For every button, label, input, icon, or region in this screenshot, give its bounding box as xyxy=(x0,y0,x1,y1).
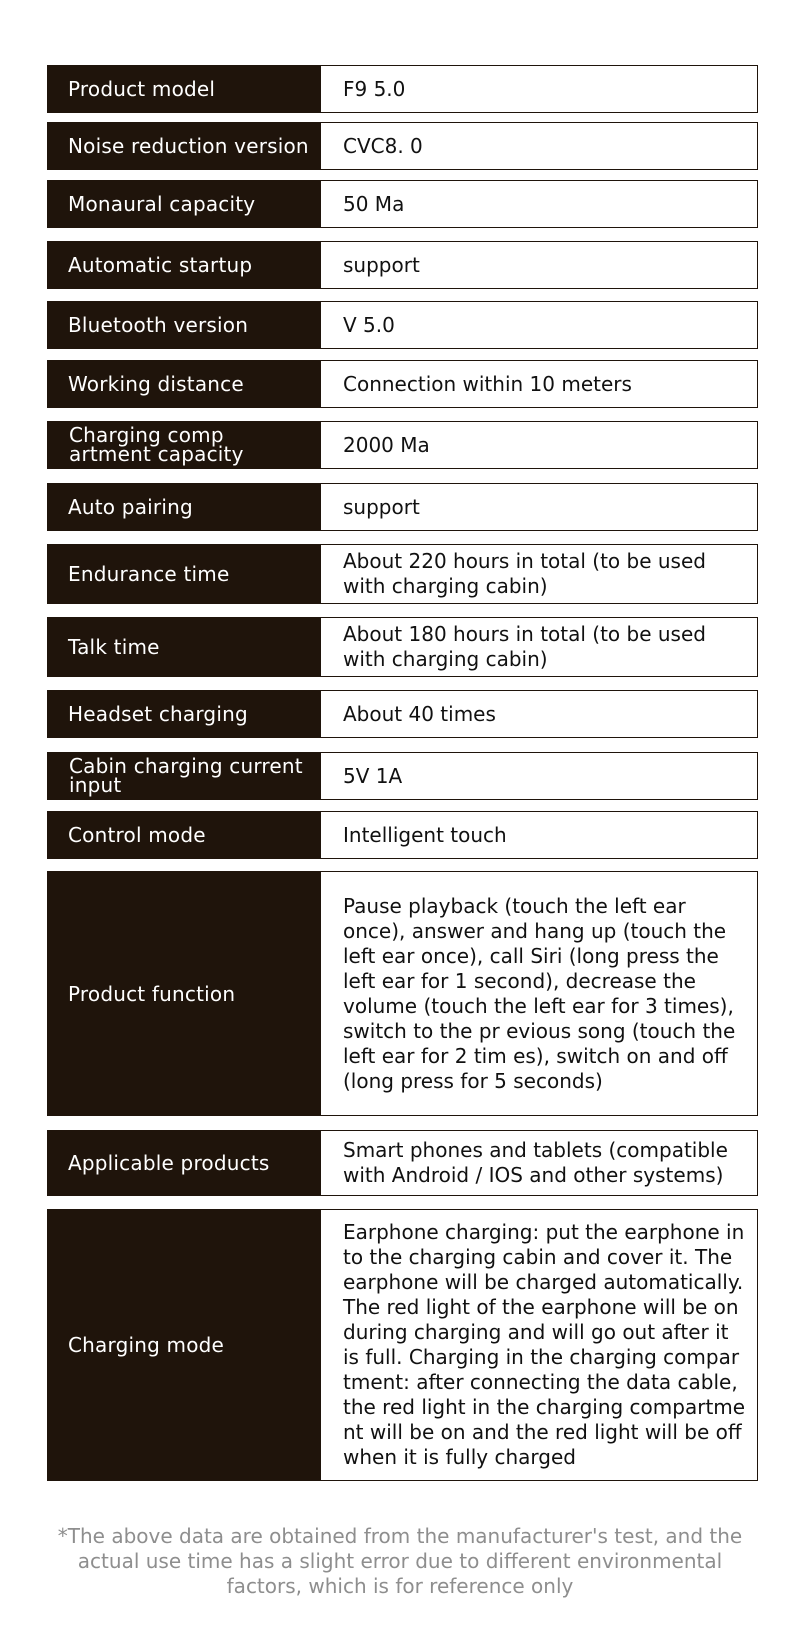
spec-value: About 40 times xyxy=(343,701,496,726)
spec-value: About 180 hours in total (to be used with charging cabin) xyxy=(343,622,706,671)
spec-row-monaural-capacity xyxy=(47,180,758,228)
spec-label: Headset charging xyxy=(48,691,321,737)
spec-row-noise-reduction xyxy=(47,122,758,170)
spec-row-cabin-charging-current xyxy=(47,752,758,800)
spec-value: Intelligent touch xyxy=(343,822,507,847)
spec-label: Endurance time xyxy=(48,545,321,603)
spec-row-control-mode xyxy=(47,811,758,859)
spec-row-talk-time xyxy=(47,617,758,677)
spec-label: Control mode xyxy=(48,812,321,858)
disclaimer-footnote: *The above data are obtained from the manufacturer's test, and the actual use time has a slight error due to different environmental factors, which is for reference only xyxy=(57,1524,743,1598)
spec-row-endurance-time xyxy=(47,544,758,604)
spec-value: Earphone charging: put the earphone in to the charging cabin and cover it. The earphone will be charged automatically. The red light of the earphone will be on during charging and will go out after it is full. Charging in the charging compar tment: after connecting the data cable, the red light in the charging compartme nt will be on and the red light will be off when it is fully charged xyxy=(343,1220,746,1469)
spec-label: Cabin charging current input xyxy=(48,753,321,799)
spec-row-charging-mode xyxy=(47,1209,758,1481)
spec-row-applicable-products xyxy=(47,1130,758,1196)
spec-label: Noise reduction version xyxy=(48,123,321,169)
spec-label: Applicable products xyxy=(48,1131,321,1195)
spec-label: Charging comp artment capacity xyxy=(48,422,321,468)
spec-value: About 220 hours in total (to be used with charging cabin) xyxy=(343,549,706,598)
spec-row-product-function xyxy=(47,871,758,1116)
spec-value: support xyxy=(343,494,420,519)
spec-row-product-model xyxy=(47,65,758,113)
spec-value: Connection within 10 meters xyxy=(343,371,632,396)
spec-label: Product function xyxy=(48,872,321,1115)
spec-row-bluetooth-version xyxy=(47,301,758,349)
spec-value: 2000 Ma xyxy=(343,432,430,457)
spec-value: Pause playback (touch the left ear once), answer and hang up (touch the left ear once), call Siri (long press the left ear for 1 second), decrease the volume (touch the left ear for 3 times), switch to the pr evious song (touch the left ear for 2 tim es), switch on and off (long press for 5 seconds) xyxy=(343,893,736,1093)
spec-label: Product model xyxy=(48,66,321,112)
spec-value: V 5.0 xyxy=(343,312,395,337)
spec-value: F9 5.0 xyxy=(343,76,406,101)
spec-value: 5V 1A xyxy=(343,763,403,788)
spec-label: Charging mode xyxy=(48,1210,321,1480)
spec-label: Working distance xyxy=(48,361,321,407)
spec-value: Smart phones and tablets (compatible with Android / IOS and other systems) xyxy=(343,1138,728,1187)
spec-row-headset-charging xyxy=(47,690,758,738)
spec-value: CVC8. 0 xyxy=(343,133,423,158)
spec-label: Auto pairing xyxy=(48,484,321,530)
spec-value: 50 Ma xyxy=(343,191,405,216)
spec-row-charging-compartment-capacity xyxy=(47,421,758,469)
spec-value: support xyxy=(343,252,420,277)
spec-row-automatic-startup xyxy=(47,241,758,289)
spec-label: Monaural capacity xyxy=(48,181,321,227)
spec-label: Automatic startup xyxy=(48,242,321,288)
spec-row-working-distance xyxy=(47,360,758,408)
spec-label: Bluetooth version xyxy=(48,302,321,348)
spec-label: Talk time xyxy=(48,618,321,676)
spec-row-auto-pairing xyxy=(47,483,758,531)
